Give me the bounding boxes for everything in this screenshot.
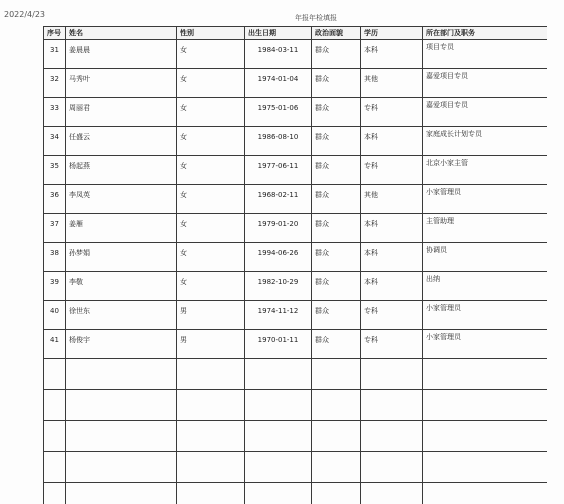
department-position-cell: 项目专员 [423,40,548,69]
empty-cell [312,483,361,504]
table-row [44,127,548,156]
seq-cell: 34 [44,127,66,156]
political-status-cell: 群众 [312,214,361,243]
seq-cell: 32 [44,69,66,98]
name-cell: 任盛云 [66,127,177,156]
gender-cell: 女 [177,185,245,214]
table-container [43,26,547,504]
name-cell: 徐世东 [66,301,177,330]
department-position-cell: 嘉爱项目专员 [423,69,548,98]
empty-cell [245,390,312,421]
empty-cell [423,359,548,390]
seq-cell: 31 [44,40,66,69]
empty-table-row [44,390,548,421]
gender-cell: 女 [177,40,245,69]
political-status-cell: 群众 [312,98,361,127]
table-row [44,98,548,127]
political-status-cell: 群众 [312,330,361,359]
department-position-cell: 出纳 [423,272,548,301]
education-cell: 本科 [361,272,423,301]
birth-date-cell: 1986-08-10 [245,127,312,156]
table-header-row [44,27,548,40]
empty-cell [177,483,245,504]
header-birth-date: 出生日期 [245,27,312,40]
empty-cell [361,452,423,483]
department-position-cell: 小家管理员 [423,330,548,359]
birth-date-cell: 1994-06-26 [245,243,312,272]
empty-cell [66,421,177,452]
name-cell: 姜雁 [66,214,177,243]
empty-cell [245,421,312,452]
education-cell: 本科 [361,40,423,69]
department-position-cell: 家庭成长计划专员 [423,127,548,156]
seq-cell: 37 [44,214,66,243]
empty-cell [66,452,177,483]
table-row [44,156,548,185]
table-row [44,69,548,98]
name-cell: 杨俊宇 [66,330,177,359]
empty-cell [312,421,361,452]
name-cell: 李敬 [66,272,177,301]
gender-cell: 女 [177,98,245,127]
political-status-cell: 群众 [312,243,361,272]
empty-cell [66,390,177,421]
seq-cell: 33 [44,98,66,127]
education-cell: 专科 [361,301,423,330]
education-cell: 其他 [361,185,423,214]
empty-cell [177,452,245,483]
gender-cell: 女 [177,69,245,98]
department-position-cell: 嘉爱项目专员 [423,98,548,127]
birth-date-cell: 1979-01-20 [245,214,312,243]
gender-cell: 男 [177,330,245,359]
gender-cell: 女 [177,214,245,243]
birth-date-cell: 1974-01-04 [245,69,312,98]
empty-cell [423,483,548,504]
department-position-cell: 小家管理员 [423,301,548,330]
department-position-cell: 北京小家主管 [423,156,548,185]
empty-table-row [44,483,548,504]
staff-table [43,26,547,504]
seq-cell: 40 [44,301,66,330]
table-row [44,214,548,243]
empty-table-row [44,421,548,452]
empty-cell [361,359,423,390]
empty-cell [44,483,66,504]
name-cell: 马秀叶 [66,69,177,98]
birth-date-cell: 1968-02-11 [245,185,312,214]
education-cell: 专科 [361,156,423,185]
gender-cell: 女 [177,127,245,156]
empty-cell [312,359,361,390]
birth-date-cell: 1974-11-12 [245,301,312,330]
political-status-cell: 群众 [312,185,361,214]
seq-cell: 41 [44,330,66,359]
political-status-cell: 群众 [312,301,361,330]
education-cell: 本科 [361,243,423,272]
table-row [44,330,548,359]
empty-cell [177,421,245,452]
political-status-cell: 群众 [312,127,361,156]
education-cell: 其他 [361,69,423,98]
seq-cell: 38 [44,243,66,272]
birth-date-cell: 1977-06-11 [245,156,312,185]
birth-date-cell: 1984-03-11 [245,40,312,69]
gender-cell: 女 [177,243,245,272]
empty-cell [423,452,548,483]
empty-cell [361,483,423,504]
empty-cell [66,483,177,504]
header-political-status: 政治面貌 [312,27,361,40]
gender-cell: 女 [177,156,245,185]
empty-cell [361,390,423,421]
education-cell: 本科 [361,214,423,243]
name-cell: 李凤英 [66,185,177,214]
header-name: 姓名 [66,27,177,40]
name-cell: 周丽君 [66,98,177,127]
seq-cell: 39 [44,272,66,301]
political-status-cell: 群众 [312,272,361,301]
political-status-cell: 群众 [312,156,361,185]
gender-cell: 男 [177,301,245,330]
table-row [44,243,548,272]
header-department-position: 所在部门及职务 [423,27,548,40]
header-seq: 序号 [44,27,66,40]
empty-cell [245,452,312,483]
birth-date-cell: 1975-01-06 [245,98,312,127]
table-row [44,301,548,330]
name-cell: 孙梦娟 [66,243,177,272]
header-education: 学历 [361,27,423,40]
political-status-cell: 群众 [312,69,361,98]
birth-date-cell: 1970-01-11 [245,330,312,359]
empty-cell [44,359,66,390]
empty-cell [44,421,66,452]
seq-cell: 36 [44,185,66,214]
print-date: 2022/4/23 [4,10,46,19]
header-gender: 性别 [177,27,245,40]
empty-cell [361,421,423,452]
empty-cell [245,483,312,504]
table-row [44,185,548,214]
education-cell: 本科 [361,127,423,156]
empty-cell [423,390,548,421]
education-cell: 专科 [361,98,423,127]
empty-cell [44,452,66,483]
table-body [44,40,548,504]
name-cell: 杨起燕 [66,156,177,185]
empty-cell [245,359,312,390]
department-position-cell: 协调员 [423,243,548,272]
document-title: 年报年检填报 [295,14,337,22]
gender-cell: 女 [177,272,245,301]
department-position-cell: 主管助理 [423,214,548,243]
empty-cell [423,421,548,452]
department-position-cell: 小家管理员 [423,185,548,214]
empty-cell [66,359,177,390]
empty-table-row [44,359,548,390]
birth-date-cell: 1982-10-29 [245,272,312,301]
empty-cell [177,390,245,421]
empty-table-row [44,452,548,483]
name-cell: 姜晨晨 [66,40,177,69]
empty-cell [44,390,66,421]
table-row [44,40,548,69]
empty-cell [312,452,361,483]
political-status-cell: 群众 [312,40,361,69]
empty-cell [177,359,245,390]
table-row [44,272,548,301]
education-cell: 专科 [361,330,423,359]
seq-cell: 35 [44,156,66,185]
empty-cell [312,390,361,421]
